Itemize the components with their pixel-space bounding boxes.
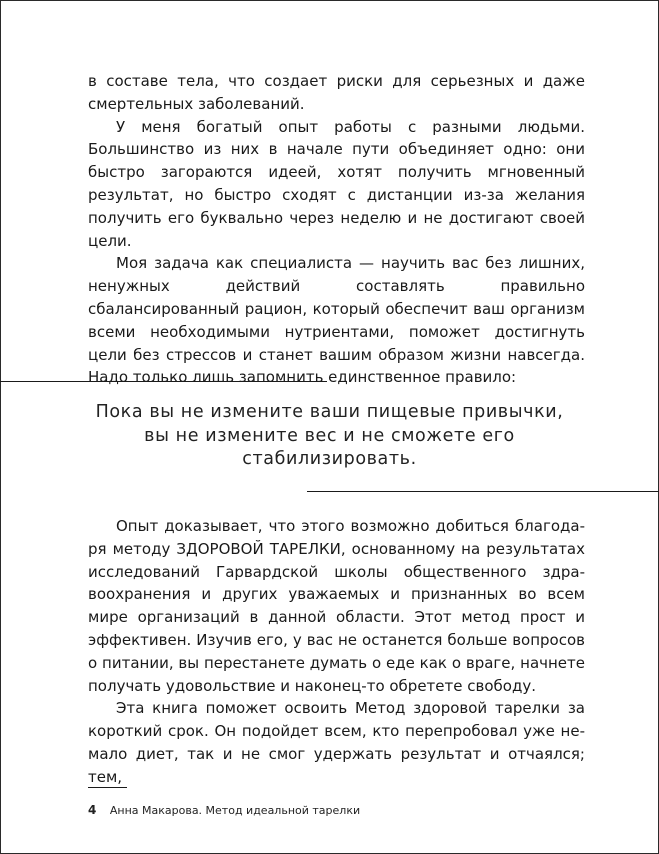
paragraph: в составе тела, что создает риски для серьезных и даже смертельных заболеваний.: [88, 72, 585, 113]
paragraph: Моя задача как специалиста — научить вас без лишних, ненужных действий составлять правильно сбалансированный рацион, который обеспечит ваш организм всеми необходимыми нутриентами, поможет достигнуть цели без стрессов и станет вашим образом жизни навсегда. Надо только лишь запомнить единственное правило:: [88, 254, 585, 387]
pull-quote-line: вы не измените вес и не сможете его: [144, 425, 515, 446]
quote-divider-bottom: [307, 491, 659, 492]
body-text-top: [88, 70, 585, 389]
pull-quote-line: стабилизировать.: [242, 449, 417, 469]
quote-divider-top: [0, 381, 327, 382]
paragraph: Эта книга поможет освоить Метод здоровой тарелки за короткий срок. Он подойдет всем, кто перепробовал уже немало диет, так и не смог удержать результат и отчаялся; тем,: [88, 699, 585, 786]
pull-quote: [60, 401, 599, 472]
page-number: 4: [88, 803, 97, 817]
body-text-bottom: [88, 515, 585, 789]
pull-quote-line: Пока вы не измените ваши пищевые привычки,: [95, 402, 564, 422]
footer-divider: [88, 787, 127, 788]
running-title: Анна Макарова. Метод идеальной тарелки: [109, 804, 361, 817]
paragraph: Опыт доказывает, что этого возможно добиться благодаря методу ЗДОРОВОЙ ТАРЕЛКИ, основанному на результатах исследований Гарвардской школы общественного здравоохранения и других уважаемых и признанных во всем мире организаций в данной области. Этот метод прост и эффективен. Изучив его, у вас не останется больше вопросов о питании, вы перестанете думать о еде как о враге, начнете получать удовольствие и наконец-то обретете свободу.: [88, 517, 585, 695]
paragraph: У меня богатый опыт работы с разными людьми. Большинство из них в начале пути объединяет одно: они быстро загораются идеей, хотят получить мгновенный результат, но быстро сходят с дистанции из-за желания получить его буквально через неделю и не достигают своей цели.: [88, 117, 585, 250]
page-footer: [88, 803, 360, 817]
